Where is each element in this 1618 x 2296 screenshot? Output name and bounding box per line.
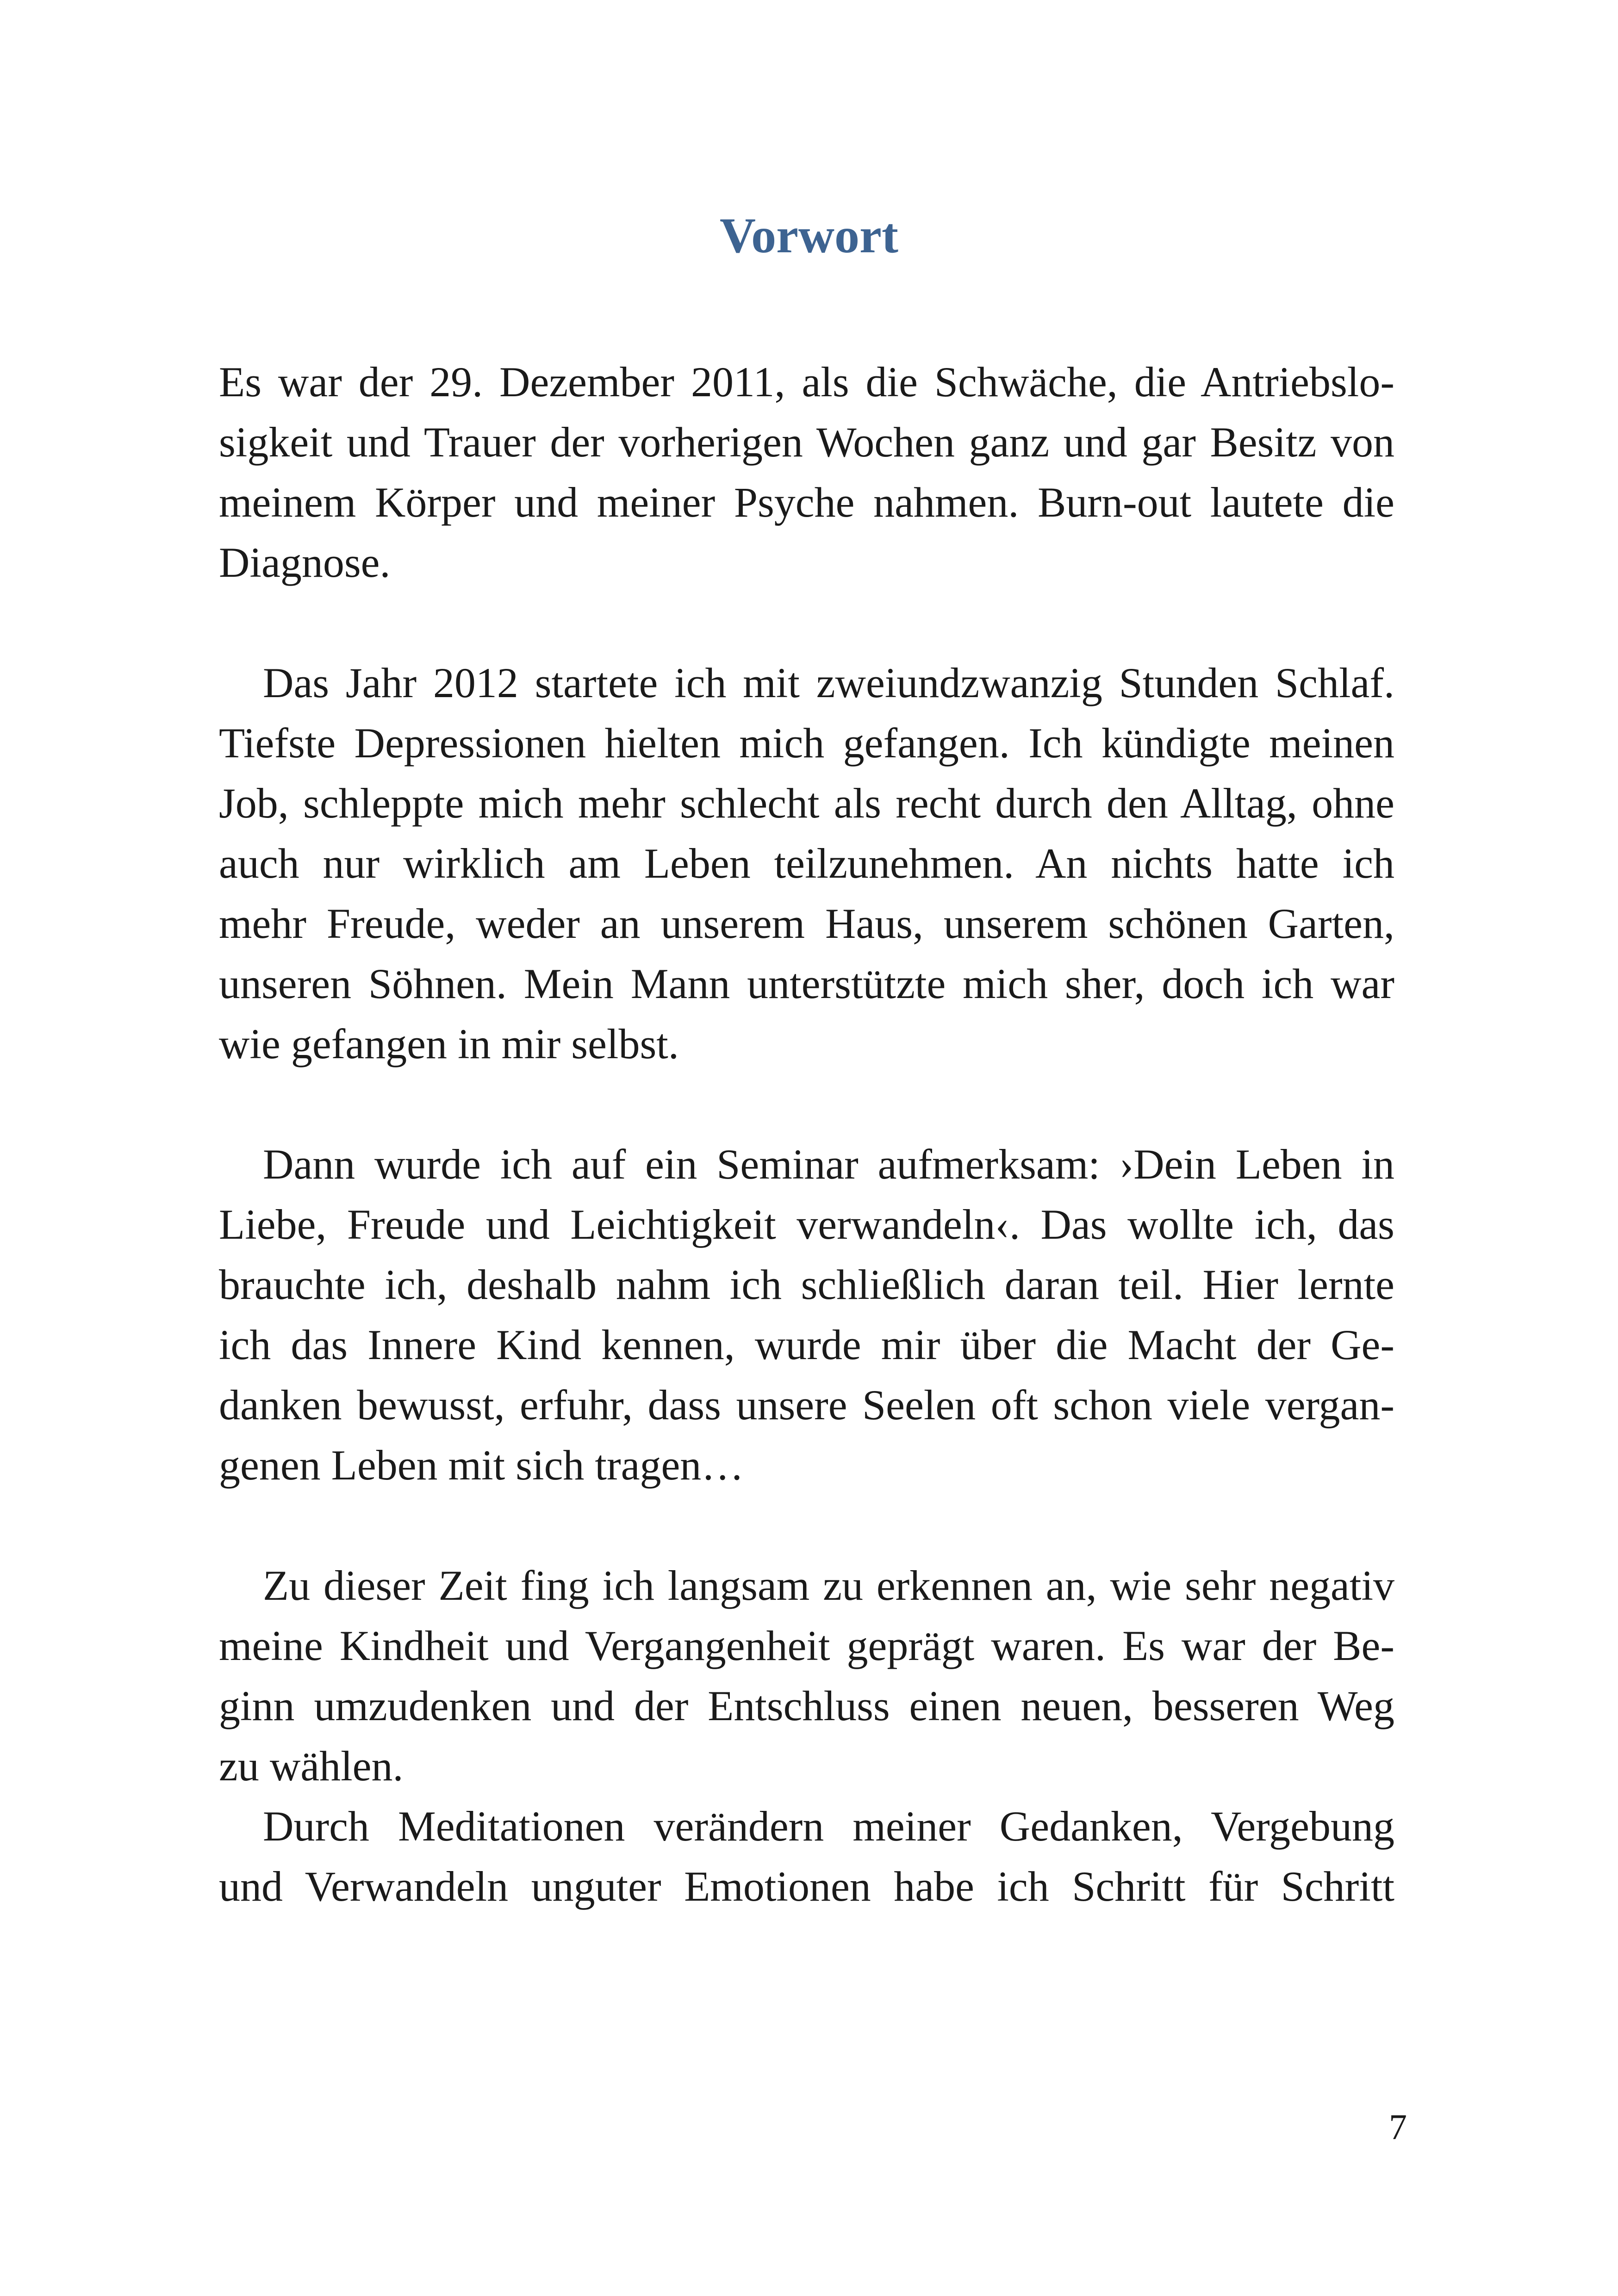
paragraph-4 [219,1555,1394,1796]
text-line: Tiefste Depressionen hielten mich gefangen. Ich kündigte meinen [219,719,1394,767]
text-line: danken bewusst, erfuhr, dass unsere Seelen oft schon viele vergan- [219,1381,1394,1429]
text-line: ich das Innere Kind kennen, wurde mir über die Macht der Ge- [219,1321,1394,1368]
page-number: 7 [1389,2107,1407,2147]
paragraph-1 [219,352,1394,593]
text-line: ginn umzudenken und der Entschluss einen neuen, besseren Weg [219,1682,1394,1729]
text-line: zu wählen. [219,1742,404,1790]
text-line: Zu dieser Zeit fing ich langsam zu erkennen an, wie sehr negativ [263,1562,1394,1609]
text-line: genen Leben mit sich tragen… [219,1441,744,1489]
text-line: Es war der 29. Dezember 2011, als die Schwäche, die Antriebslo- [219,358,1394,406]
text-line: sigkeit und Trauer der vorherigen Wochen ganz und gar Besitz von [219,418,1394,466]
page-title: Vorwort [720,208,898,263]
text-line: Das Jahr 2012 startete ich mit zweiundzwanzig Stunden Schlaf. [263,659,1394,706]
paragraph-spacer [219,593,1394,653]
text-line: Liebe, Freude und Leichtigkeit verwandeln‹. Das wollte ich, das [219,1201,1394,1248]
text-line: meinem Körper und meiner Psyche nahmen. Burn-out lautete die [219,479,1394,526]
paragraph-5 [219,1796,1394,1916]
text-line: Durch Meditationen verändern meiner Gedanken, Vergebung [263,1803,1394,1850]
paragraph-3 [219,1134,1394,1495]
text-line: wie gefangen in mir selbst. [219,1020,679,1067]
text-line: meine Kindheit und Vergangenheit geprägt waren. Es war der Be- [219,1622,1394,1669]
text-line: und Verwandeln unguter Emotionen habe ich Schritt für Schritt [219,1863,1394,1910]
paragraph-spacer [219,1074,1394,1134]
body-text [219,352,1394,1916]
paragraph-spacer [219,1495,1394,1555]
text-line: auch nur wirklich am Leben teilzunehmen. An nichts hatte ich [219,840,1394,887]
text-line: brauchte ich, deshalb nahm ich schließlich daran teil. Hier lernte [219,1261,1394,1308]
text-line: Dann wurde ich auf ein Seminar aufmerksam: ›Dein Leben in [263,1141,1394,1188]
text-line: Job, schleppte mich mehr schlecht als recht durch den Alltag, ohne [219,780,1394,827]
paragraph-2 [219,653,1394,1074]
text-line: unseren Söhnen. Mein Mann unterstützte mich sher, doch ich war [219,960,1394,1007]
text-line: Diagnose. [219,539,391,586]
text-line: mehr Freude, weder an unserem Haus, unserem schönen Garten, [219,900,1394,947]
